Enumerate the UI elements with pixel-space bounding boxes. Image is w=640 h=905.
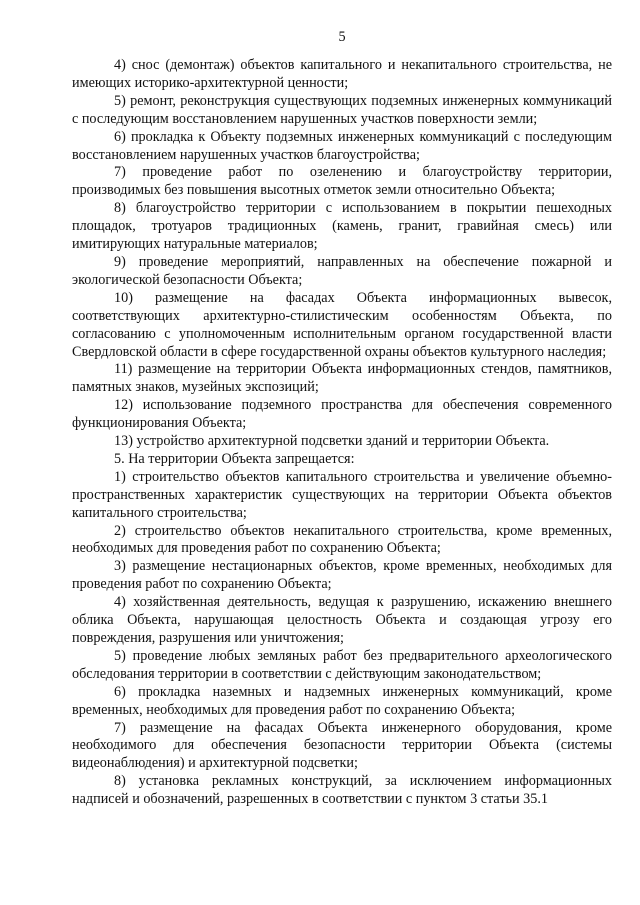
paragraph-item-6: 6) прокладка к Объекту подземных инженерных коммуникаций с последующим восстановлением нарушенных участков благоустройства; (72, 128, 612, 163)
paragraph-item-13: 13) устройство архитектурной подсветки зданий и территории Объекта. (114, 433, 550, 450)
section-heading-prohibited: 5. На территории Объекта запрещается: (114, 450, 355, 467)
document-page (72, 28, 612, 809)
prohibited-item-5: 5) проведение любых земляных работ без предварительного археологического обследования территории в соответствии с действующим законодательством; (72, 647, 612, 682)
paragraph-item-5: 5) ремонт, реконструкция существующих подземных инженерных коммуникаций с последующим восстановлением нарушенных участков поверхности земли; (72, 92, 612, 127)
prohibited-item-2: 2) строительство объектов некапитального строительства, кроме временных, необходимых для проведения работ по сохранению Объекта; (72, 522, 612, 557)
paragraph-item-8: 8) благоустройство территории с использованием в покрытии пешеходных площадок, тротуаров традиционных (камень, гранит, гравийная смесь) или имитирующих натуральные материалов; (72, 200, 612, 253)
paragraph-item-10: 10) размещение на фасадах Объекта информационных вывесок, соответствующих архитектурно-стилистическим особенностям Объекта, по согласованию с уполномоченным исполнительным органом государственной власти Свердловской области в сфере государственной охраны объектов культурного наследия; (72, 289, 612, 360)
prohibited-item-1: 1) строительство объектов капитального строительства и увеличение объемно-пространственных характеристик существующих на территории Объекта объектов капитального строительства; (72, 468, 612, 521)
prohibited-item-4: 4) хозяйственная деятельность, ведущая к разрушению, искажению внешнего облика Объекта, нарушающая целостность Объекта и создающая угрозу его повреждения, разрушения или уничтожения; (72, 594, 612, 646)
page-number: 5 (338, 29, 346, 45)
paragraph-item-12: 12) использование подземного пространства для обеспечения современного функционирования Объекта; (72, 397, 612, 432)
paragraph-item-11: 11) размещение на территории Объекта информационных стендов, памятников, памятных знаков, музейных экспозиций; (72, 361, 612, 396)
paragraph-item-7: 7) проведение работ по озеленению и благоустройству территории, производимых без повышения высотных отметок земли относительно Объекта; (72, 164, 612, 199)
paragraph-item-9: 9) проведение мероприятий, направленных на обеспечение пожарной и экологической безопасности Объекта; (72, 253, 612, 288)
prohibited-item-7: 7) размещение на фасадах Объекта инженерного оборудования, кроме необходимого для обеспечения безопасности территории Объекта (системы видеонаблюдения) и архитектурной подсветки; (72, 719, 612, 772)
prohibited-item-8: 8) установка рекламных конструкций, за исключением информационных надписей и обозначений, разрешенных в соответствии с пунктом 3 статьи 35.1 (72, 773, 612, 808)
paragraph-item-4: 4) снос (демонтаж) объектов капитального и некапитального строительства, не имеющих историко-архитектурной ценности; (72, 57, 612, 91)
prohibited-item-6: 6) прокладка наземных и надземных инженерных коммуникаций, кроме временных, необходимых для проведения работ по сохранению Объекта; (72, 683, 612, 718)
prohibited-item-3: 3) размещение нестационарных объектов, кроме временных, необходимых для проведения работ по сохранению Объекта; (72, 558, 612, 593)
